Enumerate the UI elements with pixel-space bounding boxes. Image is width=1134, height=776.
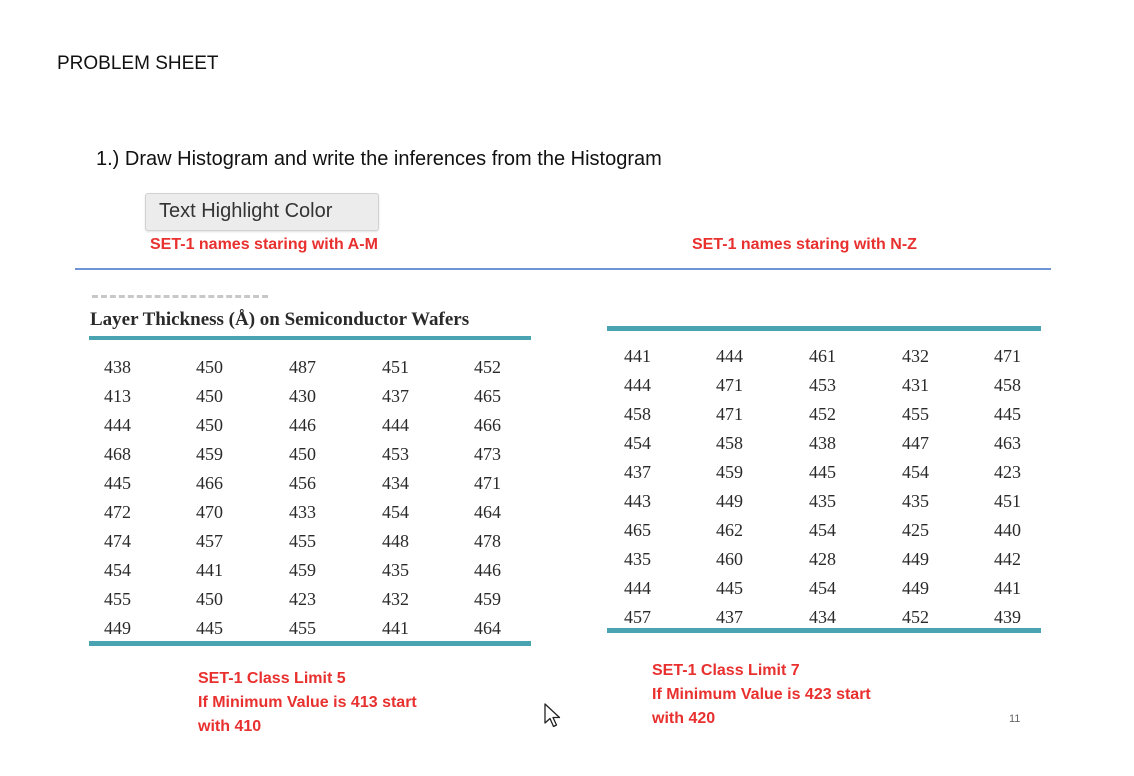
- table-cell: 471: [716, 375, 743, 395]
- table-cell: 458: [716, 433, 743, 453]
- table-cell: 466: [474, 415, 501, 435]
- note-line: If Minimum Value is 413 start: [198, 694, 417, 711]
- table-cell: 471: [716, 404, 743, 424]
- table-cell: 434: [382, 473, 409, 493]
- table-cell: 444: [382, 415, 409, 435]
- table-cell: 465: [624, 520, 651, 540]
- table-cell: 473: [474, 444, 501, 464]
- table-cell: 459: [474, 589, 501, 609]
- table-cell: 472: [104, 502, 131, 522]
- table-cell: 453: [382, 444, 409, 464]
- page-title: PROBLEM SHEET: [57, 53, 219, 74]
- table-cell: 437: [382, 386, 409, 406]
- left-class-note: [198, 667, 417, 739]
- table-cell: 455: [902, 404, 929, 424]
- table-cell: 457: [196, 531, 223, 551]
- table-title: Layer Thickness (Å) on Semiconductor Wafers: [90, 309, 470, 330]
- table-top-rule: [89, 336, 531, 340]
- table-cell: 459: [196, 444, 223, 464]
- right-class-note: [652, 659, 871, 731]
- note-line: with 410: [198, 718, 262, 735]
- table-cell: 454: [809, 578, 836, 598]
- table-cell: 455: [289, 531, 316, 551]
- table-cell: 455: [104, 589, 131, 609]
- table-cell: 447: [902, 433, 929, 453]
- mouse-pointer-icon: [544, 703, 562, 729]
- table-cell: 454: [624, 433, 651, 453]
- page-number: 11: [1009, 713, 1021, 725]
- section-divider: [75, 268, 1051, 270]
- table-cell: 450: [196, 357, 223, 377]
- table-cell: 446: [289, 415, 316, 435]
- table-cell: 458: [994, 375, 1021, 395]
- table-cell: 432: [382, 589, 409, 609]
- table-bottom-rule: [607, 628, 1041, 633]
- table-cell: 439: [994, 607, 1021, 627]
- note-line: SET-1 Class Limit 7: [652, 662, 800, 679]
- table-cell: 449: [902, 549, 929, 569]
- table-cell: 452: [474, 357, 501, 377]
- table-cell: 465: [474, 386, 501, 406]
- table-cell: 423: [994, 462, 1021, 482]
- table-cell: 435: [382, 560, 409, 580]
- table-cell: 466: [196, 473, 223, 493]
- table-cell: 445: [104, 473, 131, 493]
- table-cell: 442: [994, 549, 1021, 569]
- table-cell: 432: [902, 346, 929, 366]
- table-cell: 425: [902, 520, 929, 540]
- table-cell: 450: [196, 386, 223, 406]
- table-cell: 445: [994, 404, 1021, 424]
- set-label-a-m: SET-1 names staring with A-M: [150, 236, 378, 253]
- table-top-rule: [607, 326, 1041, 331]
- table-cell: 451: [382, 357, 409, 377]
- table-cell: 452: [809, 404, 836, 424]
- table-bottom-rule: [89, 641, 531, 646]
- table-cell: 459: [716, 462, 743, 482]
- table-cell: 441: [382, 618, 409, 638]
- table-cell: 449: [902, 578, 929, 598]
- table-cell: 456: [289, 473, 316, 493]
- question-text: 1.) Draw Histogram and write the inferences from the Histogram: [96, 148, 662, 170]
- table-cell: 437: [624, 462, 651, 482]
- table-cell: 438: [809, 433, 836, 453]
- table-cell: 451: [994, 491, 1021, 511]
- table-cell: 438: [104, 357, 131, 377]
- table-cell: 445: [716, 578, 743, 598]
- table-cell: 431: [902, 375, 929, 395]
- note-line: If Minimum Value is 423 start: [652, 686, 871, 703]
- table-cell: 437: [716, 607, 743, 627]
- table-cell: 435: [624, 549, 651, 569]
- table-cell: 454: [382, 502, 409, 522]
- table-cell: 470: [196, 502, 223, 522]
- table-cell: 457: [624, 607, 651, 627]
- table-cell: 455: [289, 618, 316, 638]
- table-cell: 462: [716, 520, 743, 540]
- table-cell: 435: [902, 491, 929, 511]
- table-cell: 440: [994, 520, 1021, 540]
- table-cell: 430: [289, 386, 316, 406]
- table-cell: 449: [716, 491, 743, 511]
- table-cell: 453: [809, 375, 836, 395]
- note-line: with 420: [652, 710, 716, 727]
- text-highlight-color-tooltip: Text Highlight Color: [145, 193, 379, 231]
- table-cell: 471: [994, 346, 1021, 366]
- table-cell: 460: [716, 549, 743, 569]
- set-label-n-z: SET-1 names staring with N-Z: [692, 236, 917, 253]
- table-cell: 433: [289, 502, 316, 522]
- table-cell: 444: [624, 375, 651, 395]
- table-cell: 471: [474, 473, 501, 493]
- table-cell: 450: [196, 589, 223, 609]
- table-cell: 428: [809, 549, 836, 569]
- table-cell: 445: [809, 462, 836, 482]
- table-cell: 464: [474, 618, 501, 638]
- table-cell: 423: [289, 589, 316, 609]
- table-cell: 459: [289, 560, 316, 580]
- table-cell: 444: [104, 415, 131, 435]
- table-cell: 449: [104, 618, 131, 638]
- table-cell: 444: [716, 346, 743, 366]
- table-cell: 452: [902, 607, 929, 627]
- note-line: SET-1 Class Limit 5: [198, 670, 346, 687]
- table-cell: 450: [289, 444, 316, 464]
- table-cell: 444: [624, 578, 651, 598]
- table-cell: 458: [624, 404, 651, 424]
- table-cell: 441: [994, 578, 1021, 598]
- table-cell: 454: [902, 462, 929, 482]
- table-cell: 435: [809, 491, 836, 511]
- table-cell: 445: [196, 618, 223, 638]
- table-cell: 463: [994, 433, 1021, 453]
- table-cell: 448: [382, 531, 409, 551]
- table-cell: 441: [624, 346, 651, 366]
- table-cell: 468: [104, 444, 131, 464]
- table-cell: 434: [809, 607, 836, 627]
- table-cell: 450: [196, 415, 223, 435]
- faded-table-caption: [92, 295, 268, 301]
- table-cell: 487: [289, 357, 316, 377]
- table-cell: 446: [474, 560, 501, 580]
- table-cell: 478: [474, 531, 501, 551]
- table-cell: 413: [104, 386, 131, 406]
- table-cell: 443: [624, 491, 651, 511]
- table-cell: 464: [474, 502, 501, 522]
- table-cell: 454: [104, 560, 131, 580]
- table-cell: 474: [104, 531, 131, 551]
- table-cell: 461: [809, 346, 836, 366]
- table-cell: 441: [196, 560, 223, 580]
- table-cell: 454: [809, 520, 836, 540]
